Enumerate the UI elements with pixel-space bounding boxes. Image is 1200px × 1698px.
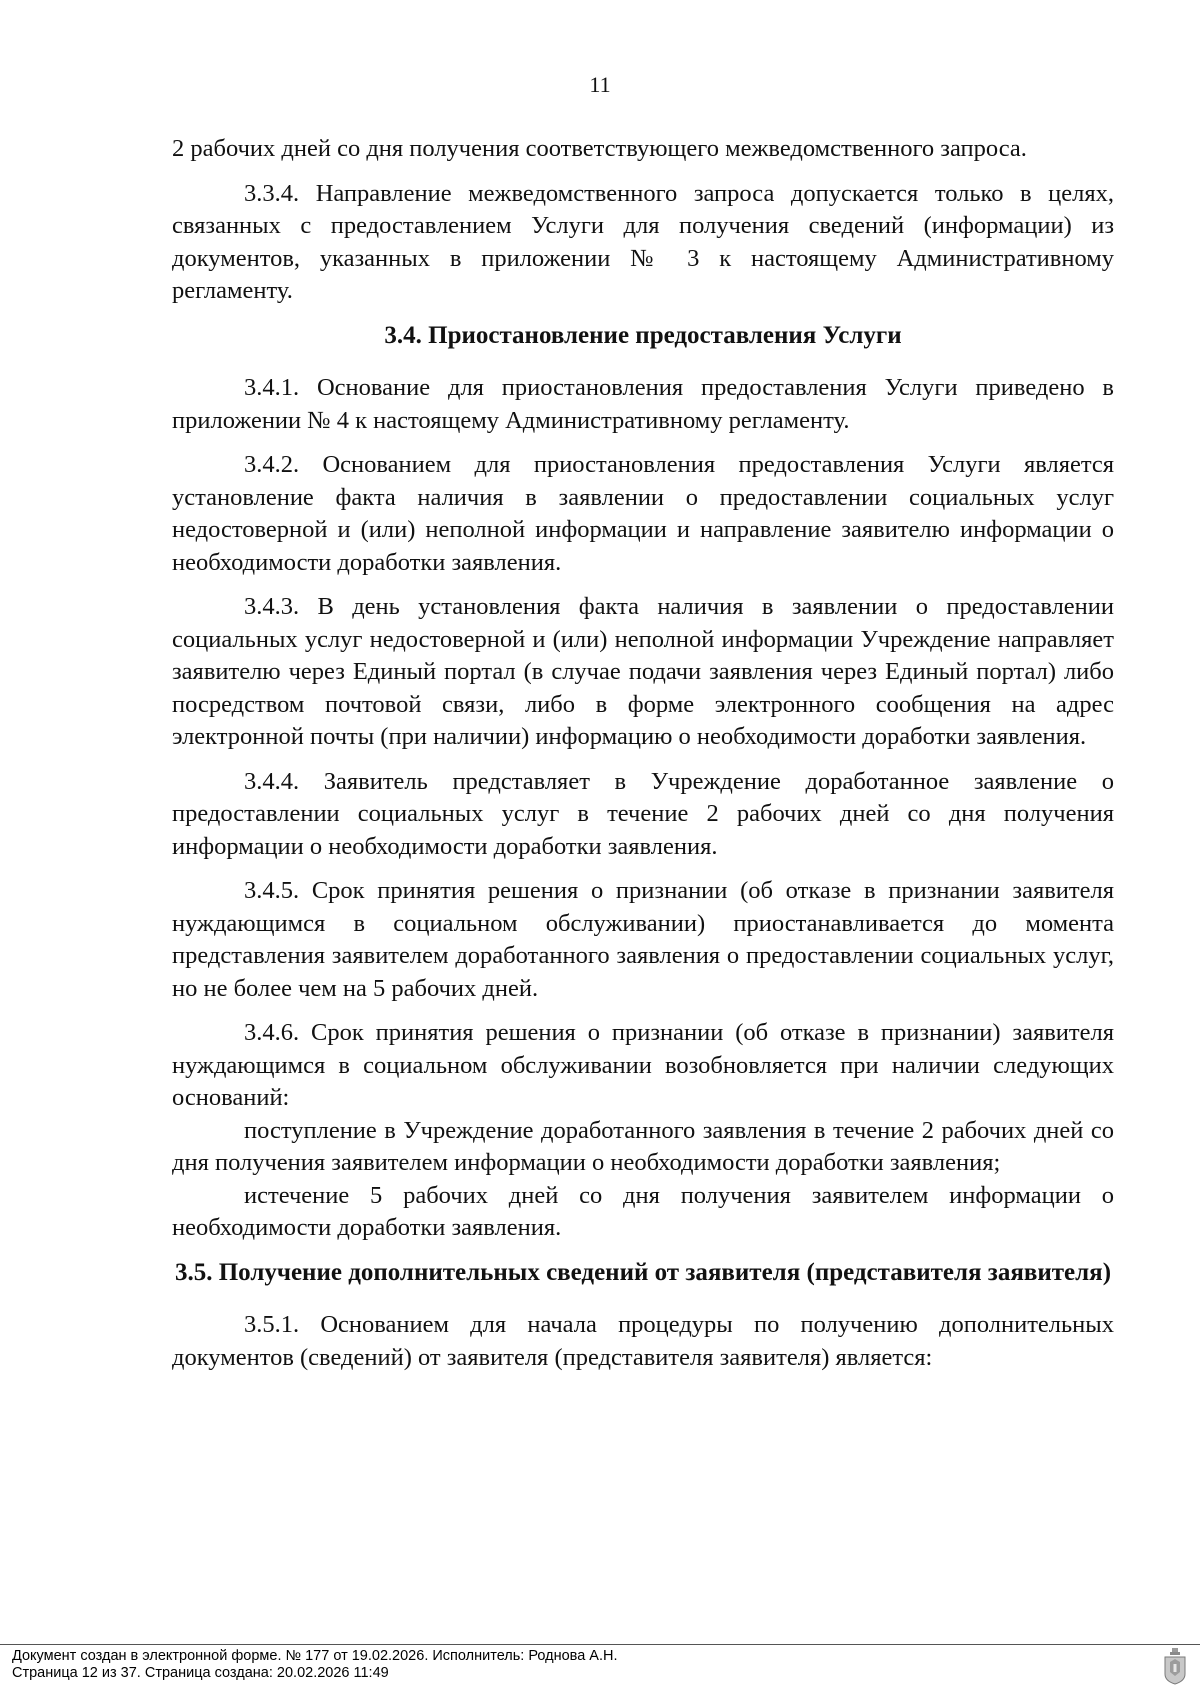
footer-line-1: Документ создан в электронной форме. № 177 от 19.02.2026. Исполнитель: Роднова А.Н. [12,1648,618,1664]
footer [12,1648,618,1682]
section-heading: 3.4. Приостановление предоставления Услуги [384,321,902,349]
footer-divider [0,1644,1200,1645]
paragraph: 3.4.4. Заявитель представляет в Учреждение доработанное заявление о предоставлении социальных услуг в течение 2 рабочих дней со дня получения информации о необходимости доработки заявления. [172,767,1114,860]
paragraph: 3.5.1. Основанием для начала процедуры по получению дополнительных документов (сведений) от заявителя (представителя заявителя) является: [172,1311,1114,1371]
paragraph: 2 рабочих дней со дня получения соответствующего межведомственного запроса. [172,135,1027,162]
document-body [172,133,1114,1386]
footer-line-2: Страница 12 из 37. Страница создана: 20.02.2026 11:49 [12,1665,389,1681]
page-number: 11 [589,72,611,97]
paragraph: 3.4.2. Основанием для приостановления предоставления Услуги является установление факта наличия в заявлении о предоставлении социальных услуг недостоверной и (или) неполной информации и направление заявителю информации о необходимости доработки заявления. [172,451,1114,576]
paragraph: 3.3.4. Направление межведомственного запроса допускается только в целях, связанных с предоставлением Услуги для получения сведений (информации) из документов, указанных в приложении № 3 к настоящему Административному регламенту. [172,179,1114,304]
paragraph: поступление в Учреждение доработанного заявления в течение 2 рабочих дней со дня получения заявителем информации о необходимости доработки заявления; [172,1116,1114,1176]
paragraph: истечение 5 рабочих дней со дня получения заявителем информации о необходимости доработки заявления. [172,1181,1114,1241]
paragraph: 3.4.6. Срок принятия решения о признании (об отказе в признании) заявителя нуждающимся в социальном обслуживании возобновляется при наличии следующих оснований: [172,1019,1114,1111]
paragraph: 3.4.1. Основание для приостановления предоставления Услуги приведено в приложении № 4 к настоящему Административному регламенту. [172,374,1114,434]
paragraph: 3.4.3. В день установления факта наличия в заявлении о предоставлении социальных услуг недостоверной и (или) неполной информации Учреждение направляет заявителю через Единый портал (в случае подачи заявления через Единый портал) либо посредством почтовой связи, либо в форме электронного сообщения на адрес электронной почты (при наличии) информацию о необходимости доработки заявления. [172,593,1114,750]
section-heading: 3.5. Получение дополнительных сведений от заявителя (представителя заявителя) [174,1258,1112,1286]
coat-of-arms-icon [1162,1646,1188,1686]
paragraph: 3.4.5. Срок принятия решения о признании (об отказе в признании заявителя нуждающимся в социальном обслуживании) приостанавливается до момента представления заявителем доработанного заявления о предоставлении социальных услуг, но не более чем на 5 рабочих дней. [172,877,1114,1002]
